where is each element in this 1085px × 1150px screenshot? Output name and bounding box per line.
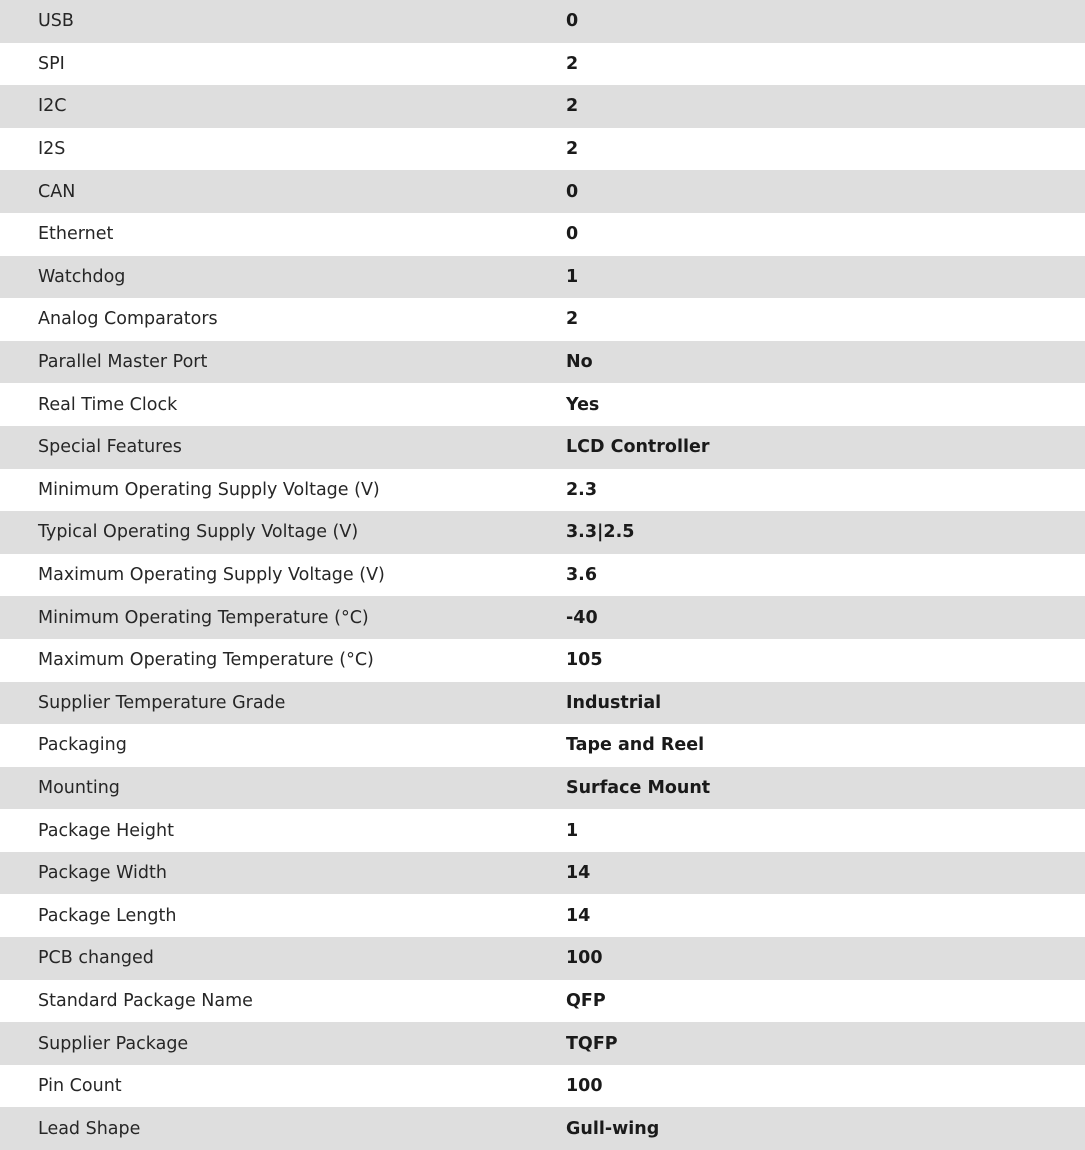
spec-label: Typical Operating Supply Voltage (V) [38,522,359,543]
spec-value: 14 [566,905,591,926]
spec-label: Real Time Clock [38,394,178,415]
spec-value: 2 [566,53,579,74]
spec-label: Maximum Operating Temperature (°C) [38,650,374,671]
spec-row-i2s [0,128,1085,171]
spec-value: 3.6 [566,565,598,586]
spec-label: Package Height [38,820,174,841]
spec-label: Maximum Operating Supply Voltage (V) [38,565,385,586]
spec-row-typ-supply-voltage [0,511,1085,554]
spec-label: Minimum Operating Supply Voltage (V) [38,479,380,500]
spec-row-packaging [0,724,1085,767]
spec-label: Supplier Temperature Grade [38,692,286,713]
spec-row-analog-comparators [0,298,1085,341]
spec-label: Watchdog [38,266,126,287]
spec-label: Package Length [38,905,177,926]
spec-row-spi [0,43,1085,86]
spec-value: Tape and Reel [566,735,705,756]
spec-value: 2 [566,96,579,117]
spec-label: Ethernet [38,224,114,245]
spec-value: Yes [566,394,600,415]
spec-row-package-height [0,809,1085,852]
spec-label: Lead Shape [38,1118,141,1139]
spec-label: Special Features [38,437,182,458]
spec-label: Mounting [38,777,120,798]
spec-row-temperature-grade [0,682,1085,725]
spec-value: 1 [566,820,579,841]
spec-label: PCB changed [38,948,154,969]
spec-value: TQFP [566,1033,618,1054]
spec-row-min-supply-voltage [0,469,1085,512]
spec-label: Package Width [38,863,167,884]
spec-value: -40 [566,607,598,628]
spec-value: 0 [566,11,579,32]
spec-row-ethernet [0,213,1085,256]
spec-label: Analog Comparators [38,309,218,330]
spec-label: I2S [38,139,66,160]
spec-row-can [0,170,1085,213]
spec-value: QFP [566,990,606,1011]
spec-label: CAN [38,181,76,202]
spec-value: 2 [566,309,579,330]
spec-label: Pin Count [38,1076,122,1097]
spec-value: 2.3 [566,479,598,500]
spec-value: 0 [566,224,579,245]
spec-value: 100 [566,948,603,969]
spec-row-package-width [0,852,1085,895]
spec-value: 3.3|2.5 [566,522,635,543]
spec-row-watchdog [0,256,1085,299]
spec-value: 0 [566,181,579,202]
spec-row-i2c [0,85,1085,128]
spec-value: Gull-wing [566,1118,660,1139]
spec-row-pin-count [0,1065,1085,1108]
spec-label: USB [38,11,74,32]
spec-row-pcb-changed [0,937,1085,980]
spec-row-standard-package-name [0,980,1085,1023]
spec-value: Industrial [566,692,662,713]
spec-label: SPI [38,53,65,74]
spec-value: 1 [566,266,579,287]
spec-row-real-time-clock [0,383,1085,426]
spec-value: Surface Mount [566,777,711,798]
spec-row-supplier-package [0,1022,1085,1065]
spec-row-max-supply-voltage [0,554,1085,597]
spec-value: LCD Controller [566,437,710,458]
spec-row-mounting [0,767,1085,810]
spec-label: I2C [38,96,67,117]
spec-row-min-operating-temp [0,596,1085,639]
spec-row-max-operating-temp [0,639,1085,682]
spec-label: Supplier Package [38,1033,189,1054]
spec-label: Standard Package Name [38,990,253,1011]
spec-row-package-length [0,894,1085,937]
spec-row-usb [0,0,1085,43]
spec-value: No [566,352,593,373]
spec-label: Packaging [38,735,127,756]
spec-row-parallel-master-port [0,341,1085,384]
spec-value: 100 [566,1076,603,1097]
spec-row-special-features [0,426,1085,469]
spec-label: Parallel Master Port [38,352,208,373]
spec-value: 105 [566,650,603,671]
spec-row-lead-shape [0,1107,1085,1150]
spec-value: 2 [566,139,579,160]
spec-label: Minimum Operating Temperature (°C) [38,607,369,628]
spec-value: 14 [566,863,591,884]
